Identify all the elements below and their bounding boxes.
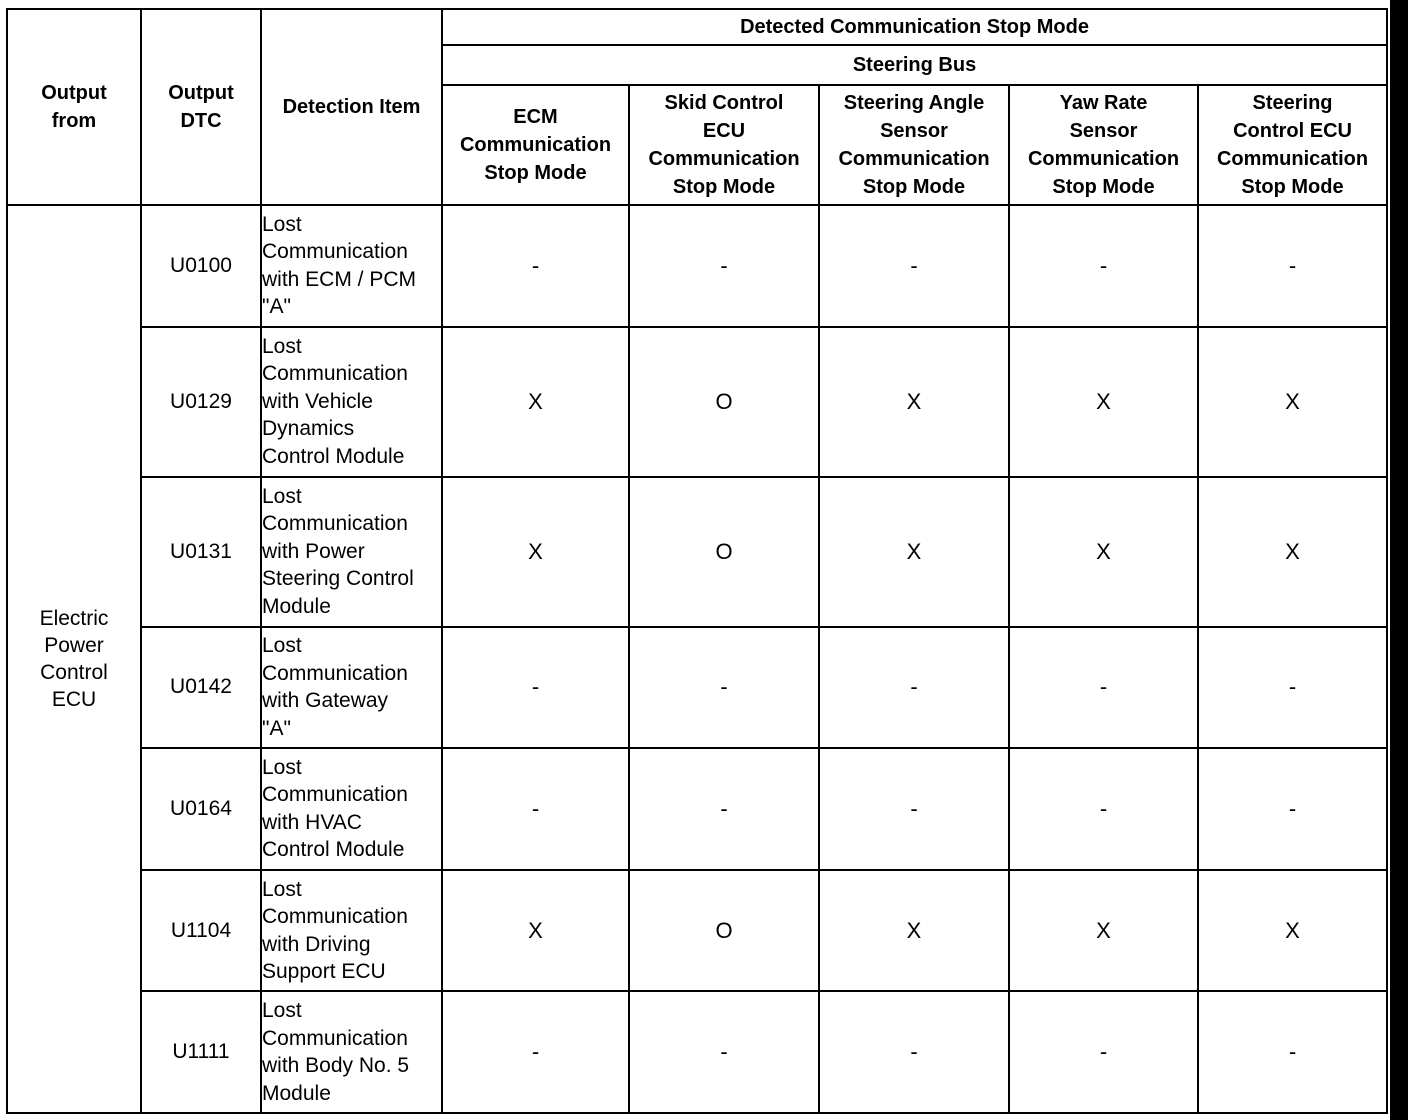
output-from-cell: Electric Power Control ECU xyxy=(7,205,141,1113)
mode-cell: - xyxy=(1009,748,1198,870)
mode-cell: - xyxy=(629,205,819,327)
mode-cell: - xyxy=(1009,991,1198,1113)
mode-cell: - xyxy=(629,748,819,870)
mode-cell: - xyxy=(629,627,819,749)
table-row xyxy=(7,991,1387,1113)
mode-cell: - xyxy=(819,205,1009,327)
dtc-code-cell: U1111 xyxy=(141,991,261,1113)
mode-cell: X xyxy=(442,477,629,627)
header-mode-steering-control: Steering Control ECU Communication Stop Mode xyxy=(1198,85,1387,205)
mode-cell: - xyxy=(1009,205,1198,327)
header-output-from: Output from xyxy=(7,9,141,205)
dtc-code-cell: U0100 xyxy=(141,205,261,327)
mode-cell: X xyxy=(1198,870,1387,992)
mode-cell: X xyxy=(1009,327,1198,477)
header-mode-yaw-rate: Yaw Rate Sensor Communication Stop Mode xyxy=(1009,85,1198,205)
mode-cell: - xyxy=(1198,991,1387,1113)
mode-cell: - xyxy=(442,748,629,870)
mode-cell: - xyxy=(629,991,819,1113)
table-row xyxy=(7,870,1387,992)
mode-cell: X xyxy=(442,870,629,992)
header-row-top xyxy=(7,9,1387,45)
header-mode-ecm: ECM Communication Stop Mode xyxy=(442,85,629,205)
table-row xyxy=(7,477,1387,627)
header-mode-steering-angle: Steering Angle Sensor Communication Stop Mode xyxy=(819,85,1009,205)
mode-cell: X xyxy=(819,327,1009,477)
table-row xyxy=(7,748,1387,870)
detection-item-cell: Lost Communication with ECM / PCM "A" xyxy=(261,205,442,327)
table-row xyxy=(7,205,1387,327)
dtc-code-cell: U0129 xyxy=(141,327,261,477)
mode-cell: X xyxy=(819,477,1009,627)
mode-cell: - xyxy=(442,205,629,327)
detection-item-cell: Lost Communication with Power Steering Control Module xyxy=(261,477,442,627)
dtc-code-cell: U0164 xyxy=(141,748,261,870)
mode-cell: X xyxy=(442,327,629,477)
mode-cell: - xyxy=(819,748,1009,870)
header-output-dtc: Output DTC xyxy=(141,9,261,205)
mode-cell: - xyxy=(819,991,1009,1113)
mode-cell: X xyxy=(1198,477,1387,627)
detection-item-cell: Lost Communication with Driving Support ECU xyxy=(261,870,442,992)
mode-cell: - xyxy=(1198,748,1387,870)
dtc-code-cell: U0142 xyxy=(141,627,261,749)
mode-cell: O xyxy=(629,870,819,992)
mode-cell: X xyxy=(819,870,1009,992)
dtc-code-cell: U0131 xyxy=(141,477,261,627)
page-edge-bar xyxy=(1390,0,1408,1120)
mode-cell: X xyxy=(1009,477,1198,627)
header-detection-item: Detection Item xyxy=(261,9,442,205)
mode-cell: O xyxy=(629,477,819,627)
mode-cell: X xyxy=(1198,327,1387,477)
mode-cell: - xyxy=(1009,627,1198,749)
mode-cell: - xyxy=(442,991,629,1113)
detection-item-cell: Lost Communication with Gateway "A" xyxy=(261,627,442,749)
dtc-communication-table xyxy=(6,8,1388,1114)
mode-cell: - xyxy=(442,627,629,749)
mode-cell: - xyxy=(1198,627,1387,749)
table-row xyxy=(7,627,1387,749)
header-bus: Steering Bus xyxy=(442,45,1387,85)
header-mode-skid-control: Skid Control ECU Communication Stop Mode xyxy=(629,85,819,205)
table-row xyxy=(7,327,1387,477)
detection-item-cell: Lost Communication with Body No. 5 Module xyxy=(261,991,442,1113)
detection-item-cell: Lost Communication with HVAC Control Module xyxy=(261,748,442,870)
mode-cell: O xyxy=(629,327,819,477)
header-group-title: Detected Communication Stop Mode xyxy=(442,9,1387,45)
detection-item-cell: Lost Communication with Vehicle Dynamics Control Module xyxy=(261,327,442,477)
dtc-code-cell: U1104 xyxy=(141,870,261,992)
mode-cell: - xyxy=(1198,205,1387,327)
mode-cell: - xyxy=(819,627,1009,749)
mode-cell: X xyxy=(1009,870,1198,992)
